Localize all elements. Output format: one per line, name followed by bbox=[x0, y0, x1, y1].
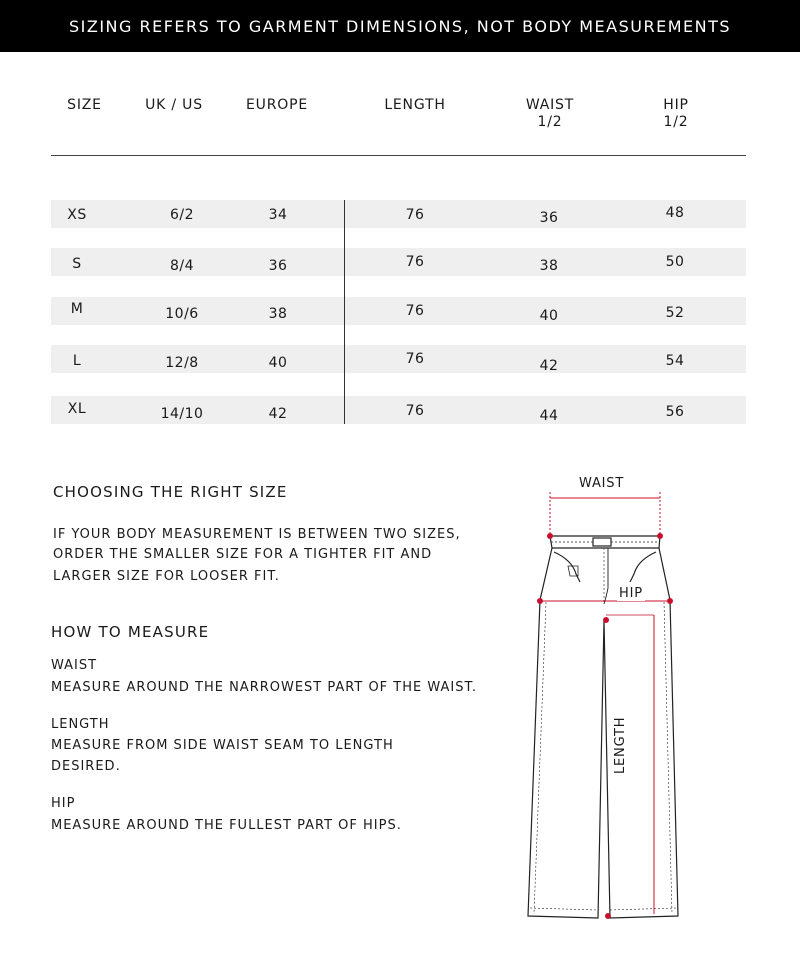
length-label: LENGTH bbox=[51, 717, 110, 732]
cell-uk-us: 12/8 bbox=[165, 355, 199, 371]
waist-measure-label: WAIST bbox=[579, 476, 625, 491]
choosing-title: CHOOSING THE RIGHT SIZE bbox=[53, 483, 288, 501]
header-waist: WAIST 1/2 bbox=[525, 97, 575, 130]
cell-length: 76 bbox=[405, 303, 425, 319]
header-uk-us: UK / US bbox=[145, 97, 203, 113]
length-measure-label: LENGTH bbox=[613, 716, 628, 774]
cell-size: M bbox=[70, 301, 84, 317]
cell-waist: 42 bbox=[539, 358, 559, 374]
waist-desc: MEASURE AROUND THE NARROWEST PART OF THE WAIST. bbox=[51, 680, 477, 695]
header-divider bbox=[51, 155, 746, 156]
cell-length: 76 bbox=[405, 207, 425, 223]
cell-waist: 44 bbox=[539, 408, 559, 424]
cell-length: 76 bbox=[405, 351, 425, 367]
header-length: LENGTH bbox=[384, 97, 446, 113]
hip-label: HIP bbox=[51, 796, 76, 811]
cell-uk-us: 6/2 bbox=[169, 207, 195, 223]
choosing-line: LARGER SIZE FOR LOOSER FIT. bbox=[53, 569, 280, 584]
cell-europe: 36 bbox=[268, 258, 288, 274]
choosing-line: ORDER THE SMALLER SIZE FOR A TIGHTER FIT AND bbox=[53, 547, 433, 562]
cell-size: S bbox=[72, 256, 82, 272]
cell-length: 76 bbox=[405, 254, 425, 270]
cell-size: XL bbox=[67, 401, 87, 417]
cell-waist: 36 bbox=[539, 210, 559, 226]
pants-diagram bbox=[520, 470, 690, 930]
header-europe: EUROPE bbox=[246, 97, 308, 113]
pants-icon bbox=[520, 470, 690, 930]
cell-uk-us: 14/10 bbox=[160, 406, 204, 422]
waist-label: WAIST bbox=[51, 658, 98, 673]
cell-uk-us: 8/4 bbox=[169, 258, 195, 274]
length-desc: DESIRED. bbox=[51, 759, 121, 774]
cell-europe: 40 bbox=[268, 355, 288, 371]
cell-size: XS bbox=[67, 207, 87, 223]
cell-europe: 38 bbox=[268, 306, 288, 322]
banner: SIZING REFERS TO GARMENT DIMENSIONS, NOT BODY MEASUREMENTS bbox=[0, 0, 800, 52]
how-title: HOW TO MEASURE bbox=[51, 623, 210, 641]
header-size: SIZE bbox=[67, 97, 102, 113]
cell-length: 76 bbox=[405, 403, 425, 419]
hip-desc: MEASURE AROUND THE FULLEST PART OF HIPS. bbox=[51, 818, 402, 833]
cell-uk-us: 10/6 bbox=[165, 306, 199, 322]
length-desc: MEASURE FROM SIDE WAIST SEAM TO LENGTH bbox=[51, 738, 394, 753]
cell-waist: 38 bbox=[539, 258, 559, 274]
cell-size: L bbox=[72, 353, 82, 369]
header-hip: HIP 1/2 bbox=[663, 97, 689, 130]
cell-hip: 50 bbox=[665, 254, 685, 270]
cell-hip: 56 bbox=[665, 404, 685, 420]
hip-measure-label: HIP bbox=[619, 586, 643, 601]
cell-europe: 34 bbox=[268, 207, 288, 223]
cell-hip: 52 bbox=[665, 305, 685, 321]
cell-europe: 42 bbox=[268, 406, 288, 422]
cell-hip: 48 bbox=[665, 205, 685, 221]
column-divider bbox=[344, 200, 345, 424]
cell-waist: 40 bbox=[539, 308, 559, 324]
cell-hip: 54 bbox=[665, 353, 685, 369]
choosing-line: IF YOUR BODY MEASUREMENT IS BETWEEN TWO SIZES, bbox=[53, 527, 461, 542]
